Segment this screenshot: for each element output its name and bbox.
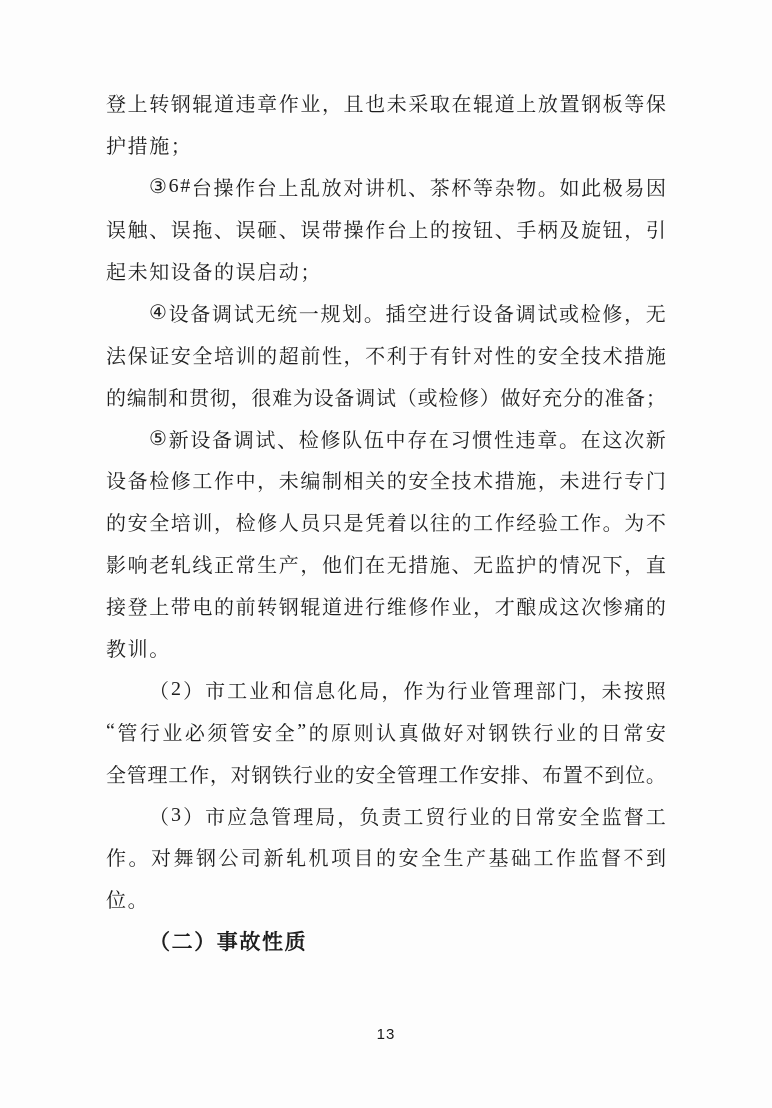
document-lines <box>106 82 666 962</box>
page-footer <box>0 1026 772 1043</box>
text-line: 位。 <box>106 890 150 913</box>
page-number: 13 <box>376 1026 396 1043</box>
text-line: 设 备 检 修 工 作 中 ， 未 编 制 相 关 的 安 全 技 术 措 施 ， 未 进 行 专 门 <box>106 471 666 494</box>
text-line: （ 2 ） 市 工 业 和 信 息 化 局 ， 作 为 行 业 管 理 部 门 ， 未 按 照 <box>149 677 666 703</box>
text-line: ⑤ 新 设 备 调 试 、 检 修 队 伍 中 存 在 习 惯 性 违 章 。 在 这 次 新 <box>149 427 666 452</box>
text-line: 作 。 对 舞 钢 公 司 新 轧 机 项 目 的 安 全 生 产 基 础 工 作 监 督 不 到 <box>106 848 666 871</box>
text-line: 误 触 、 误 拖 、 误 砸 、 误 带 操 作 台 上 的 按 钮 、 手 柄 及 旋 钮 ， 引 <box>106 220 666 243</box>
text-line: 登 上 转 钢 辊 道 违 章 作 业 ， 且 也 未 采 取 在 辊 道 上 放 置 钢 板 等 保 <box>106 94 666 117</box>
text-line: 的 编 制 和 贯 彻 ， 很 难 为 设 备 调 试 （ 或 检 修 ） 做 好 充 分 的 准 备 ； <box>106 387 666 410</box>
text-line: 法 保 证 安 全 培 训 的 超 前 性 ， 不 利 于 有 针 对 性 的 安 全 技 术 措 施 <box>106 345 666 368</box>
text-line: （ 3 ） 市 应 急 管 理 局 ， 负 责 工 贸 行 业 的 日 常 安 全 监 督 工 <box>149 803 666 829</box>
text-line: 全 管 理 工 作 ， 对 钢 铁 行 业 的 安 全 管 理 工 作 安 排 、 布 置 不 到 位 。 <box>106 764 666 787</box>
text-line: 接 登 上 带 电 的 前 转 钢 辊 道 进 行 维 修 作 业 ， 才 酿 成 这 次 惨 痛 的 <box>106 597 666 620</box>
text-line: 影 响 老 轧 线 正 常 生 产 ， 他 们 在 无 措 施 、 无 监 护 的 情 况 下 ， 直 <box>106 555 666 578</box>
text-line: ③ 6 # 台 操 作 台 上 乱 放 对 讲 机 、 茶 杯 等 杂 物 。 如 此 极 易 因 <box>149 175 666 201</box>
text-line: 起未知设备的误启动； <box>106 262 322 284</box>
text-line: （二）事故性质 <box>149 929 308 954</box>
text-line: 教训。 <box>106 639 171 662</box>
text-line: “ 管 行 业 必 须 管 安 全 ” 的 原 则 认 真 做 好 对 钢 铁 行 业 的 日 常 安 <box>106 719 666 745</box>
text-line: 护措施； <box>106 136 193 159</box>
text-line: 的 安 全 培 训 ， 检 修 人 员 只 是 凭 着 以 往 的 工 作 经 验 工 作 。 为 不 <box>106 513 666 536</box>
text-line: ④ 设 备 调 试 无 统 一 规 划 。 插 空 进 行 设 备 调 试 或 检 修 ， 无 <box>149 301 666 326</box>
